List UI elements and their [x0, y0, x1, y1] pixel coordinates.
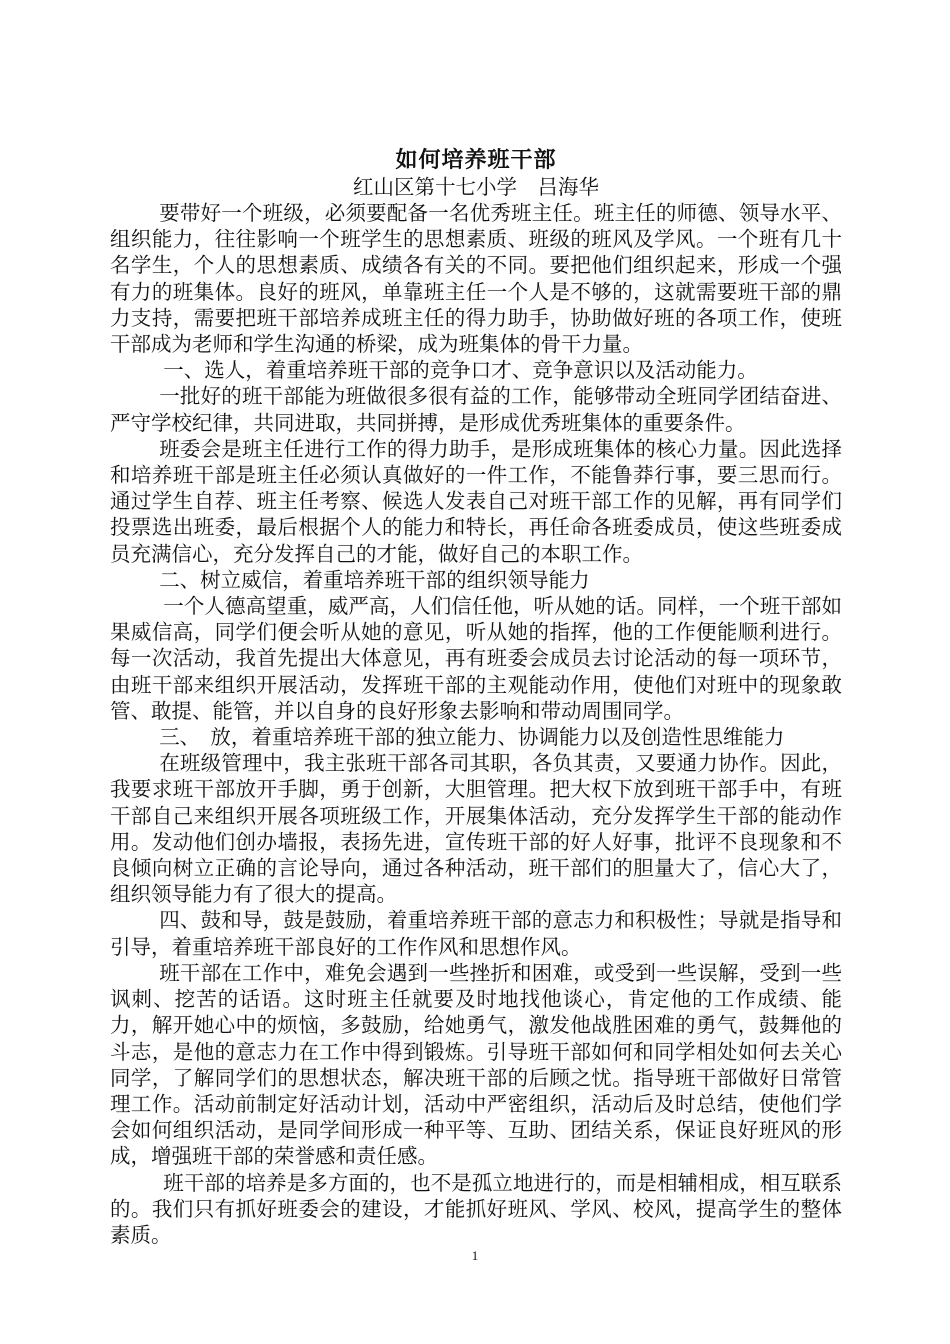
paragraph-conclusion: 班干部的培养是多方面的，也不是孤立地进行的，而是相辅相成，相互联系的。我们只有抓好班委会的建设，才能抓好班风、学风、校风，提高学生的整体素质。 — [110, 1170, 842, 1247]
paragraph: 一批好的班干部能为班做很多很有益的工作，能够带动全班同学团结奋进、严守学校纪律，共同进取，共同拼搏，是形成优秀班集体的重要条件。 — [110, 384, 842, 435]
document-page — [110, 146, 842, 1248]
section-heading-3: 三、 放，着重培养班干部的独立能力、协调能力以及创造性思维能力 — [159, 725, 785, 750]
section-heading-1: 一、选人，着重培养班干部的竞争口才、竞争意识以及活动能力。 — [163, 358, 758, 383]
paragraph-intro: 要带好一个班级，必须要配备一名优秀班主任。班主任的师德、领导水平、组织能力，往往影响一个班学生的思想素质、班级的班风及学风。一个班有几十名学生，个人的思想素质、成绩各有关的不同。要把他们组织起来，形成一个强有力的班集体。良好的班风，单靠班主任一个人是不够的，这就需要班干部的鼎力支持，需要把班干部培养成班主任的得力助手，协助做好班的各项工作，使班干部成为老师和学生沟通的桥梁，成为班集体的骨干力量。 — [110, 201, 842, 357]
section-heading-4: 四、鼓和导，鼓是鼓励，着重培养班干部的意志力和积极性；导就是指导和引导，着重培养班干部良好的工作作风和思想作风。 — [110, 908, 842, 959]
paragraph: 班干部在工作中，难免会遇到一些挫折和困难，或受到一些误解，受到一些讽刺、挖苦的话语。这时班主任就要及时地找他谈心，肯定他的工作成绩、能力，解开她心中的烦恼，多鼓励，给她勇气，激发他战胜困难的勇气，鼓舞他的斗志，是他的意志力在工作中得到锻炼。引导班干部如何和同学相处如何去关心同学，了解同学们的思想状态，解决班干部的后顾之忧。指导班干部做好日常管理工作。活动前制定好活动计划，活动中严密组织，活动后及时总结，使他们学会如何组织活动，是同学间形成一种平等、互助、团结关系，保证良好班风的形成，增强班干部的荣誉感和责任感。 — [110, 960, 842, 1169]
paragraph: 在班级管理中，我主张班干部各司其职，各负其责，又要通力协作。因此，我要求班干部放开手脚，勇于创新，大胆管理。把大权下放到班干部手中，有班干部自己来组织开展各项班级工作，开展集体活动，充分发挥学生干部的能动作用。发动他们创办墙报，表扬先进，宣传班干部的好人好事，批评不良现象和不良倾向树立正确的言论导向，通过各种活动，班干部们的胆量大了，信心大了，组织领导能力有了很大的提高。 — [110, 751, 842, 907]
paragraph: 一个人德高望重，威严高，人们信任他，听从她的话。同样，一个班干部如果威信高，同学们便会听从她的意见，听从她的指挥，他的工作便能顺利进行。每一次活动，我首先提出大体意见，再有班委会成员去讨论活动的每一项环节，由班干部来组织开展活动，发挥班干部的主观能动作用，使他们对班中的现象敢管、敢提、能管，并以自身的良好形象去影响和带动周围同学。 — [110, 594, 842, 723]
section-heading-2: 二、树立威信，着重培养班干部的组织领导能力 — [159, 567, 590, 592]
author-byline: 红山区第十七小学 吕海华 — [353, 175, 599, 199]
page-number: 1 — [471, 1248, 479, 1263]
paragraph: 班委会是班主任进行工作的得力助手，是形成班集体的核心力量。因此选择和培养班干部是班主任必须认真做好的一件工作，不能鲁莽行事，要三思而行。通过学生自荐、班主任考察、候选人发表自己对班干部工作的见解，再有同学们投票选出班委，最后根据个人的能力和特长，再任命各班委成员，使这些班委成员充满信心，充分发挥自己的才能，做好自己的本职工作。 — [110, 436, 842, 566]
document-title: 如何培养班干部 — [395, 147, 557, 173]
